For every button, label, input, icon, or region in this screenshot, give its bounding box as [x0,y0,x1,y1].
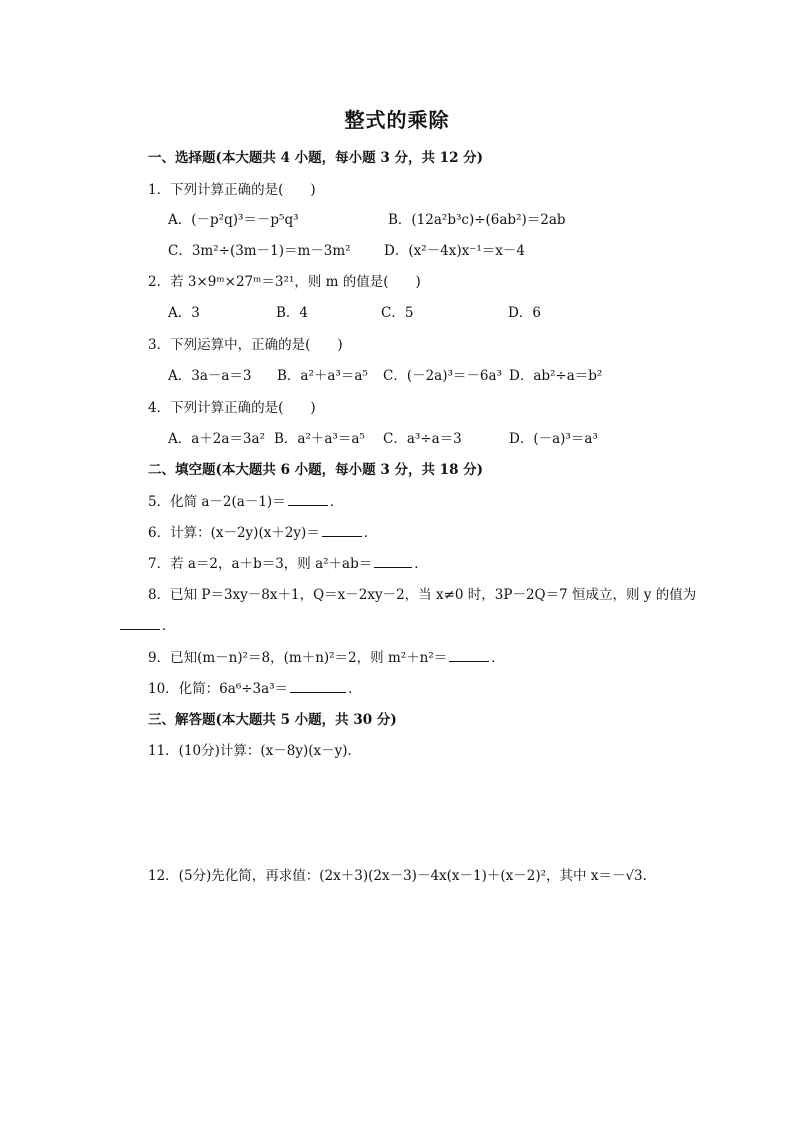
question-6-text: 6．计算：(x－2y)(x＋2y)＝ [148,525,320,541]
question-1-option-b: B．(12a²b³c)÷(6ab²)＝2ab [388,212,566,228]
question-1-stem: 1．下列计算正确的是( ) [148,182,316,198]
question-8-line-2 [120,614,176,634]
question-1-option-d: D．(x²－4x)x⁻¹＝x－4 [384,243,525,259]
question-4-option-c: C．a³÷a＝3 [383,431,462,447]
question-3-option-b: B．a²＋a³＝a⁵ [277,368,368,384]
question-5-text: 5．化简 a－2(a－1)＝ [148,494,286,510]
section-heading-solve: 三、解答题(本大题共 5 小题，共 30 分) [148,712,397,728]
question-3-option-c: C．(－2a)³＝－6a³ [383,368,502,384]
question-1-option-a: A．(－p²q)³＝－p⁵q³ [168,212,299,228]
question-7-end: ． [414,556,428,572]
question-6 [148,521,377,541]
question-4-option-d: D．(－a)³＝a³ [509,431,598,447]
question-10-text: 10．化简：6a⁶÷3a³＝ [148,681,289,697]
question-9-text: 9．已知(m－n)²＝8，(m＋n)²＝2，则 m²＋n²＝ [148,650,448,666]
section-heading-fill-blank: 二、填空题(本大题共 6 小题，每小题 3 分，共 18 分) [148,462,484,478]
question-5-end: ． [329,494,344,510]
question-2-option-c: C．5 [381,305,414,321]
answer-blank[interactable] [290,680,346,693]
answer-blank[interactable] [449,649,489,662]
question-3-option-d: D．ab²÷a＝b² [509,368,603,384]
question-2-option-b: B．4 [276,305,309,321]
question-6-end: ． [363,525,378,541]
question-5 [148,490,343,510]
question-4-option-b: B．a²＋a³＝a⁵ [274,431,365,447]
question-12: 12．(5分)先化简，再求值：(2x＋3)(2x－3)－4x(x－1)＋(x－2)²，其中 x＝－√3. [148,868,647,884]
question-2-stem: 2．若 3×9ᵐ×27ᵐ＝3²¹，则 m 的值是( ) [148,274,421,290]
question-3-stem: 3．下列运算中，正确的是( ) [148,337,343,353]
question-11: 11．(10分)计算：(x－8y)(x－y)． [148,743,362,759]
answer-blank[interactable] [374,555,412,568]
page-title: 整式的乘除 [344,108,450,132]
question-3-option-a: A．3a－a＝3 [168,368,252,384]
question-9 [148,646,505,666]
question-10 [148,677,362,697]
answer-blank[interactable] [120,617,160,630]
section-heading-choice: 一、选择题(本大题共 4 小题，每小题 3 分，共 12 分) [148,150,484,166]
question-4-option-a: A．a＋2a＝3a² [168,431,265,447]
question-7 [148,552,428,572]
question-4-stem: 4．下列计算正确的是( ) [148,400,316,416]
answer-blank[interactable] [288,493,328,506]
question-10-end: ． [348,681,362,697]
question-2-option-a: A．3 [168,305,200,321]
question-2-option-d: D．6 [508,305,541,321]
question-8-line-1: 8．已知 P＝3xy－8x＋1，Q＝x－2xy－2，当 x≠0 时，3P－2Q＝7 恒成立，则 y 的值为 [148,587,697,603]
answer-blank[interactable] [322,524,362,537]
question-1-option-c: C．3m²÷(3m－1)＝m－3m² [168,243,351,259]
question-8-end: ． [162,618,176,634]
question-7-text: 7．若 a＝2，a＋b＝3，则 a²＋ab＝ [148,556,373,572]
question-9-end: ． [491,650,505,666]
